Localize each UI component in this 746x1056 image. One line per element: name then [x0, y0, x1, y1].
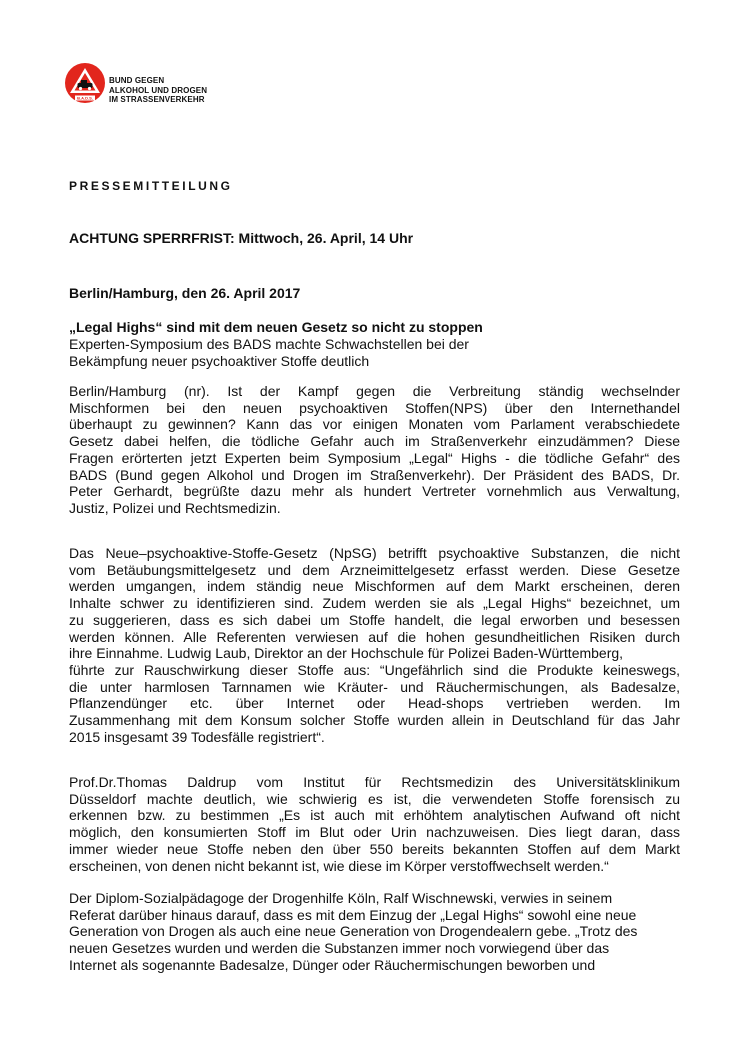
- paragraph-line: werden umgangen, indem ständig neue Mischformen auf dem Markt erscheinen, deren: [69, 578, 680, 595]
- paragraph-line: vom Betäubungsmittelgesetz und dem Arzneimittelgesetz erfasst werden. Diese Gesetze: [69, 561, 680, 578]
- paragraph-line: Berlin/Hamburg (nr). Ist der Kampf gegen die Verbreitung ständig wechselnder: [69, 383, 680, 399]
- paragraph-line: erkennen bzw. zu bestimmen „Es ist auch mit erhöhtem analytischen Aufwand oft nicht: [69, 807, 680, 824]
- dateline: Berlin/Hamburg, den 26. April 2017: [69, 285, 301, 301]
- logo-line: ALKOHOL UND DROGEN: [109, 85, 208, 95]
- paragraph-line: zu suggerieren, dass es sich dabei um Stoffe handelt, die legal erworben und besessen: [69, 611, 680, 628]
- body-paragraph-2: [69, 545, 680, 745]
- paragraph-line: neuen Gesetzes wurden und werden die Substanzen immer noch vorwiegend über das: [69, 940, 610, 957]
- subheadline: [69, 336, 539, 369]
- headline: „Legal Highs“ sind mit dem neuen Gesetz so nicht zu stoppen: [69, 319, 483, 335]
- paragraph-line: erscheinen, von denen nicht bekannt ist, wie diese im Körper verstoffwechselt werden.“: [69, 857, 609, 874]
- paragraph-line: Inhalte schwer zu identifizieren sind. Zudem werden sie als „Legal Highs“ bezeichnet, um: [69, 595, 680, 612]
- subheadline-line: Bekämpfung neuer psychoaktiver Stoffe deutlich: [69, 352, 370, 369]
- paragraph-line: die unter harmlosen Tarnnamen wie Kräuter- und Räuchermischungen, als Badesalze,: [69, 678, 680, 695]
- paragraph-line: Peter Gerhardt, begrüßte dazu mehr als hundert Vertreter vornehmlich aus Verwaltung,: [69, 483, 680, 500]
- bads-warning-triangle-icon: [64, 62, 106, 104]
- body-paragraph-4: [69, 890, 680, 974]
- subheadline-line: Experten-Symposium des BADS machte Schwachstellen bei der: [69, 336, 469, 352]
- document-kicker: PRESSEMITTEILUNG: [69, 179, 233, 193]
- logo-line: IM STRASSENVERKEHR: [109, 95, 205, 104]
- paragraph-line: Das Neue–psychoaktive-Stoffe-Gesetz (NpSG) betrifft psychoaktive Substanzen, die nicht: [69, 545, 680, 561]
- paragraph-line: führte zur Rauschwirkung dieser Stoffe aus: “Ungefährlich sind die Produkte keineswegs,: [69, 661, 680, 678]
- paragraph-line: möglich, den konsumierten Stoff im Blut oder Urin nachzuweisen. Dies liegt daran, dass: [69, 824, 680, 841]
- paragraph-line: immer wieder neue Stoffe neben den über 550 bereits bekannten Stoffen auf dem Markt: [69, 840, 680, 857]
- paragraph-line: Zusammenhang mit dem Konsum solcher Stoffe wurden allein in Deutschland für das Jahr: [69, 712, 680, 729]
- embargo-notice: ACHTUNG SPERRFRIST: Mittwoch, 26. April, 14 Uhr: [69, 230, 414, 246]
- paragraph-line: Internet als sogenannte Badesalze, Dünger oder Räuchermischungen beworben und: [69, 956, 596, 973]
- paragraph-line: 2015 insgesamt 39 Todesfälle registriert“.: [69, 728, 325, 745]
- body-paragraph-3: [69, 774, 680, 874]
- paragraph-line: Referat darüber hinaus darauf, dass es mit dem Einzug der „Legal Highs“ sowohl eine neue: [69, 906, 637, 923]
- paragraph-line: Düsseldorf machte deutlich, wie schwierig es ist, die verwendeten Stoffe forensisch zu: [69, 790, 680, 807]
- paragraph-line: überhaupt zu gewinnen? Kann das vor einigen Monaten vom Parlament verabschiedete: [69, 416, 680, 433]
- paragraph-line: BADS (Bund gegen Alkohol und Drogen im Straßenverkehr). Der Präsident des BADS, Dr.: [69, 466, 680, 483]
- paragraph-line: Der Diplom-Sozialpädagoge der Drogenhilfe Köln, Ralf Wischnewski, verwies in seinem: [69, 890, 613, 906]
- paragraph-line: Justiz, Polizei und Rechtsmedizin.: [69, 499, 281, 516]
- paragraph-line: Prof.Dr.Thomas Daldrup vom Institut für Rechtsmedizin des Universitätsklinikum: [69, 774, 680, 790]
- bads-logo: [64, 62, 208, 104]
- paragraph-line: Mischformen bei den neuen psychoaktiven Stoffen(NPS) über den Internethandel: [69, 399, 680, 416]
- paragraph-line: Fragen erörterten jetzt Experten beim Symposium „Legal“ Highs - die tödliche Gefahr“ des: [69, 449, 680, 466]
- paragraph-line: ihre Einnahme. Ludwig Laub, Direktor an der Hochschule für Polizei Baden-Württemberg,: [69, 645, 624, 662]
- logo-wordmark: [109, 76, 207, 105]
- paragraph-line: werden können. Alle Referenten verwiesen auf die hohen gesundheitlichen Risiken durch: [69, 628, 680, 645]
- paragraph-line: Gesetz dabei helfen, die tödliche Gefahr auch im Straßenverkehr einzudämmen? Diese: [69, 433, 680, 450]
- paragraph-line: Pflanzendünger etc. über Internet oder Head-shops vertrieben werden. Im: [69, 695, 680, 712]
- logo-badge-text: B.A.D.S.: [77, 95, 93, 101]
- logo-line: BUND GEGEN: [109, 76, 165, 85]
- body-paragraph-1: [69, 383, 680, 517]
- paragraph-line: Generation von Drogen als auch eine neue Generation von Drogendealern gebe. „Trotz des: [69, 923, 638, 940]
